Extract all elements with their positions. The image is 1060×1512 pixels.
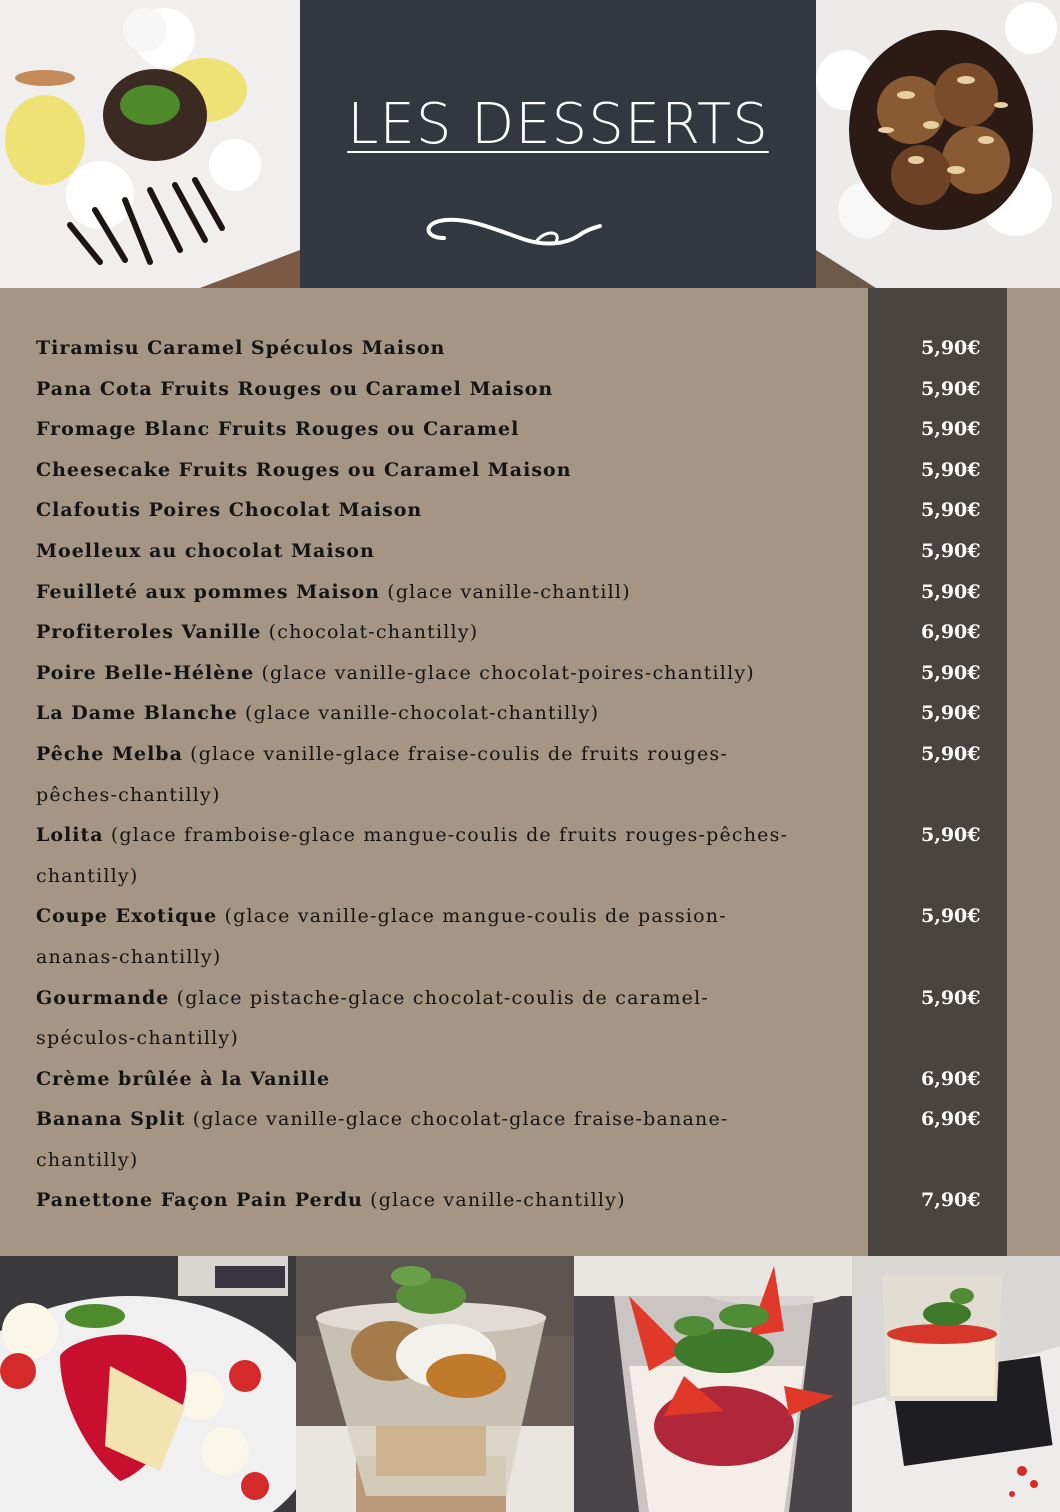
menu-item [36, 1180, 986, 1221]
item-price: 5,90€ [921, 499, 981, 522]
item-price: 5,90€ [921, 458, 981, 481]
item-name: La Dame Blanche [36, 702, 238, 725]
item-price: 7,90€ [921, 1189, 981, 1212]
item-name: Fromage Blanc Fruits Rouges ou Caramel [36, 418, 520, 441]
menu-item [36, 896, 986, 977]
item-detail: (glace vanille-glace chocolat-poires-chantilly) [261, 661, 755, 684]
menu-item [36, 450, 986, 491]
item-name: Tiramisu Caramel Spéculos Maison [36, 337, 446, 359]
item-name: Gourmande [36, 986, 170, 1009]
menu-item [36, 409, 986, 450]
item-detail: (glace pistache-glace chocolat-coulis de caramel-spéculos-chantilly) [36, 986, 709, 1050]
item-price: 5,90€ [921, 580, 981, 603]
item-name: Pana Cota Fruits Rouges ou Caramel Maison [36, 377, 554, 400]
menu-item [36, 815, 986, 896]
profiteroles-photo [816, 0, 1060, 288]
panna-cotta-photo [852, 1256, 1060, 1512]
item-price: 5,90€ [921, 905, 981, 928]
menu-item [36, 1099, 986, 1180]
item-price: 5,90€ [921, 661, 981, 684]
item-price: 6,90€ [921, 1108, 981, 1131]
item-price: 5,90€ [921, 824, 981, 847]
menu-item [36, 328, 986, 369]
bottom-photo-strip [0, 1256, 1060, 1512]
item-name: Pêche Melba [36, 742, 183, 765]
item-name: Cheesecake Fruits Rouges ou Caramel Maison [36, 458, 572, 481]
item-detail: (glace vanille-glace fraise-coulis de fruits rouges-pêches-chantilly) [36, 742, 728, 806]
flourish-ornament-icon [416, 208, 606, 258]
menu-item [36, 1059, 986, 1100]
item-price: 5,90€ [921, 539, 981, 562]
item-name: Coupe Exotique [36, 905, 218, 928]
item-detail: (glace vanille-glace mangue-coulis de passion-ananas-chantilly) [36, 905, 727, 968]
page-title: LES DESSERTS [347, 92, 769, 157]
item-price: 6,90€ [921, 621, 981, 644]
header [0, 0, 1060, 288]
title-panel [300, 0, 816, 288]
item-name: Feuilleté aux pommes Maison [36, 580, 380, 603]
verrine-fraises-photo [574, 1256, 852, 1512]
item-price: 6,90€ [921, 1067, 981, 1090]
menu-item [36, 531, 986, 572]
item-name: Clafoutis Poires Chocolat Maison [36, 499, 423, 522]
item-detail: (glace vanille-chocolat-chantilly) [245, 702, 600, 725]
item-name: Profiteroles Vanille [36, 621, 262, 644]
item-name: Banana Split [36, 1108, 186, 1131]
dessert-menu-list [36, 328, 986, 1221]
verrine-speculos-photo [296, 1256, 574, 1512]
item-name: Poire Belle-Hélène [36, 661, 255, 684]
item-name: Moelleux au chocolat Maison [36, 539, 375, 562]
item-price: 5,90€ [921, 742, 981, 765]
item-price: 5,90€ [921, 418, 981, 441]
item-name: Crème brûlée à la Vanille [36, 1067, 331, 1090]
menu-item [36, 612, 986, 653]
item-detail: (glace vanille-glace chocolat-glace fraise-banane-chantilly) [36, 1108, 729, 1171]
cheesecake-photo [0, 1256, 296, 1512]
item-price: 5,90€ [921, 986, 981, 1009]
item-detail: (glace framboise-glace mangue-coulis de fruits rouges-pêches-chantilly) [36, 824, 789, 887]
menu-item [36, 572, 986, 613]
item-detail: (glace vanille-chantilly) [370, 1189, 626, 1212]
item-detail: (chocolat-chantilly) [268, 621, 479, 644]
menu-item [36, 490, 986, 531]
item-price: 5,90€ [921, 337, 981, 359]
item-detail: (glace vanille-chantill) [387, 580, 631, 603]
menu-item [36, 369, 986, 410]
moelleux-chocolat-photo [0, 0, 300, 288]
item-name: Lolita [36, 824, 104, 847]
item-name: Panettone Façon Pain Perdu [36, 1189, 363, 1212]
item-price: 5,90€ [921, 377, 981, 400]
menu-item [36, 653, 986, 694]
menu-item [36, 978, 986, 1059]
item-price: 5,90€ [921, 702, 981, 725]
menu-item [36, 734, 986, 815]
menu-item [36, 693, 986, 734]
